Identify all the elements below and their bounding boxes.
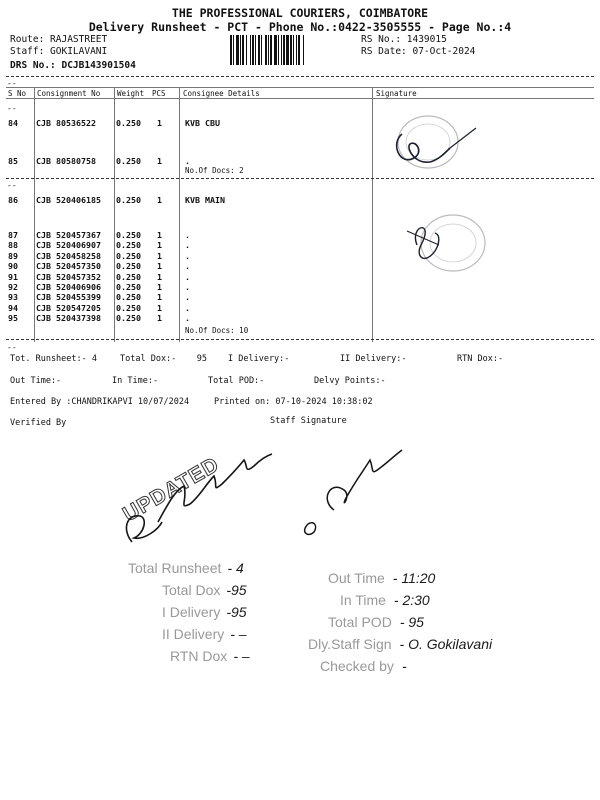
row-pcs: 1	[157, 240, 162, 251]
table-row	[0, 292, 600, 301]
verified-by: Verified By	[10, 418, 67, 428]
updated-stamp: UPDATED	[119, 452, 224, 527]
summary-value: - –	[233, 648, 250, 664]
summary-value: -95	[226, 582, 247, 598]
delvy-points: Delvy Points:-	[314, 376, 386, 386]
printed-on: Printed on: 07-10-2024 10:38:02	[214, 397, 373, 407]
row-sno: 87	[8, 230, 18, 240]
table-row	[0, 230, 600, 239]
row-weight: 0.250	[116, 118, 141, 128]
row-details: KVB CBU	[185, 118, 220, 128]
table-row	[0, 272, 600, 281]
row-details: .	[185, 156, 190, 166]
rs-number: RS No.: 1439015	[361, 34, 447, 45]
row-details: .	[185, 282, 190, 292]
summary-label: I Delivery	[162, 604, 221, 620]
row-weight: 0.250	[116, 261, 141, 272]
staff-signature-label: Staff Signature	[270, 416, 347, 426]
row-weight: 0.250	[116, 282, 141, 292]
table-row	[0, 195, 600, 204]
summary-item	[162, 582, 247, 598]
row-consignment: CJB 520457350	[36, 261, 101, 272]
row-pcs: 1	[157, 261, 162, 272]
runsheet-subtitle: Delivery Runsheet - PCT - Phone No.:0422-3505555 - Page No.:4	[88, 20, 512, 34]
group-divider	[6, 339, 594, 340]
row-sno: 95	[8, 313, 18, 324]
row-weight: 0.250	[116, 250, 141, 261]
row-details: .	[185, 230, 190, 240]
row-weight: 0.250	[116, 271, 141, 282]
summary-item	[320, 658, 407, 674]
table-row	[0, 251, 600, 260]
row-details: .	[185, 271, 190, 282]
entered-by: Entered By :CHANDRIKAPVI 10/07/2024	[10, 397, 190, 407]
row-details: .	[185, 302, 190, 313]
row-details: .	[185, 240, 190, 251]
total-pod: Total POD:-	[208, 376, 265, 386]
chandrika-signature	[118, 430, 278, 560]
row-sno: 86	[8, 195, 18, 205]
summary-value: - –	[230, 626, 247, 642]
row-details: .	[185, 292, 190, 303]
summary-label: Out Time	[328, 570, 385, 586]
row-consignment: CJB 520455399	[36, 292, 101, 303]
staff-label: Staff: GOKILAVANI	[10, 46, 108, 57]
i-delivery: I Delivery:-	[228, 354, 290, 364]
receiver-stamp-signature	[380, 104, 490, 184]
col-pcs: PCS	[152, 89, 166, 98]
row-pcs: 1	[157, 292, 162, 303]
summary-label: II Delivery	[162, 626, 225, 642]
row-consignment: CJB 520458258	[36, 250, 101, 261]
col-sno: S No	[8, 89, 27, 98]
table-row	[0, 313, 600, 322]
row-weight: 0.250	[116, 292, 141, 303]
summary-item	[162, 604, 247, 620]
docs-count: No.Of Docs: 2	[185, 166, 244, 175]
barcode-image	[230, 35, 350, 65]
gokilavani-signature	[300, 440, 410, 540]
row-consignment: CJB 520547205	[36, 302, 101, 313]
row-weight: 0.250	[116, 195, 141, 205]
row-sno: 84	[8, 118, 18, 128]
row-pcs: 1	[157, 302, 162, 313]
row-consignment: CJB 520406907	[36, 240, 101, 251]
row-pcs: 1	[157, 195, 162, 205]
summary-item	[170, 648, 250, 664]
route-label: Route: RAJASTREET	[10, 34, 108, 45]
summary-label: In Time	[340, 592, 386, 608]
table-row	[0, 282, 600, 291]
summary-value: - O. Gokilavani	[399, 636, 493, 652]
in-time: In Time:-	[112, 376, 159, 386]
row-sno: 91	[8, 271, 18, 282]
rs-date: RS Date: 07-Oct-2024	[361, 46, 476, 57]
table-row	[0, 303, 600, 312]
table-row	[0, 240, 600, 249]
summary-value: -	[401, 658, 407, 674]
row-pcs: 1	[157, 271, 162, 282]
summary-label: RTN Dox	[170, 648, 228, 664]
summary-value: - 95	[399, 614, 424, 630]
summary-label: Total Dox	[162, 582, 221, 598]
row-consignment: CJB 520457367	[36, 230, 101, 240]
summary-item	[328, 614, 424, 630]
group-mark: --	[7, 343, 17, 352]
summary-item	[162, 626, 247, 642]
summary-item	[340, 592, 430, 608]
row-sno: 90	[8, 261, 18, 272]
row-consignment: CJB 520437398	[36, 313, 101, 324]
col-consignment: Consignment No	[37, 89, 101, 98]
row-sno: 88	[8, 240, 18, 251]
row-consignment: CJB 80536522	[36, 118, 96, 128]
divider-mark: --	[7, 79, 17, 88]
row-consignment: CJB 520457352	[36, 271, 101, 282]
group-mark: --	[7, 104, 17, 113]
row-pcs: 1	[157, 156, 162, 166]
receiver-stamp-signature	[395, 205, 505, 285]
group-divider	[6, 178, 594, 179]
row-sno: 94	[8, 302, 18, 313]
col-signature: Signature	[376, 89, 417, 98]
row-consignment: CJB 520406185	[36, 195, 101, 205]
summary-item	[128, 560, 244, 576]
ii-delivery: II Delivery:-	[340, 354, 407, 364]
summary-value: -95	[226, 604, 247, 620]
row-details: .	[185, 313, 190, 324]
row-sno: 92	[8, 282, 18, 292]
col-weight: Weight	[117, 89, 145, 98]
rtn-dox: RTN Dox:-	[457, 354, 504, 364]
summary-item	[328, 570, 435, 586]
row-pcs: 1	[157, 250, 162, 261]
row-details: .	[185, 261, 190, 272]
company-title: THE PROFESSIONAL COURIERS, COIMBATORE	[171, 6, 429, 20]
group-mark: --	[7, 181, 17, 190]
out-time: Out Time:-	[10, 376, 62, 386]
row-pcs: 1	[157, 282, 162, 292]
summary-value: - 11:20	[392, 570, 436, 586]
total-runsheet: Tot. Runsheet:- 4	[10, 354, 97, 364]
row-weight: 0.250	[116, 313, 141, 324]
docs-count: No.Of Docs: 10	[185, 326, 249, 335]
drs-number: DRS No.: DCJB143901504	[10, 60, 136, 71]
col-consignee: Consignee Details	[183, 89, 260, 98]
row-sno: 85	[8, 156, 18, 166]
summary-label: Total POD	[328, 614, 392, 630]
row-pcs: 1	[157, 313, 162, 324]
row-pcs: 1	[157, 230, 162, 240]
summary-item	[308, 636, 492, 652]
summary-label: Dly.Staff Sign	[308, 636, 392, 652]
row-weight: 0.250	[116, 240, 141, 251]
row-sno: 89	[8, 250, 18, 261]
divider	[6, 76, 594, 77]
summary-value: - 2:30	[393, 592, 430, 608]
summary-value: - 4	[227, 560, 244, 576]
table-row	[0, 261, 600, 270]
row-weight: 0.250	[116, 302, 141, 313]
row-weight: 0.250	[116, 230, 141, 240]
row-sno: 93	[8, 292, 18, 303]
summary-label: Total Runsheet	[128, 560, 222, 576]
total-dox: Total Dox:- 95	[120, 354, 207, 364]
summary-label: Checked by	[320, 658, 394, 674]
row-weight: 0.250	[116, 156, 141, 166]
row-consignment: CJB 520406906	[36, 282, 101, 292]
row-consignment: CJB 80580758	[36, 156, 96, 166]
table-row	[0, 118, 600, 127]
row-pcs: 1	[157, 118, 162, 128]
table-row	[0, 156, 600, 165]
row-details: .	[185, 250, 190, 261]
row-details: KVB MAIN	[185, 195, 225, 205]
